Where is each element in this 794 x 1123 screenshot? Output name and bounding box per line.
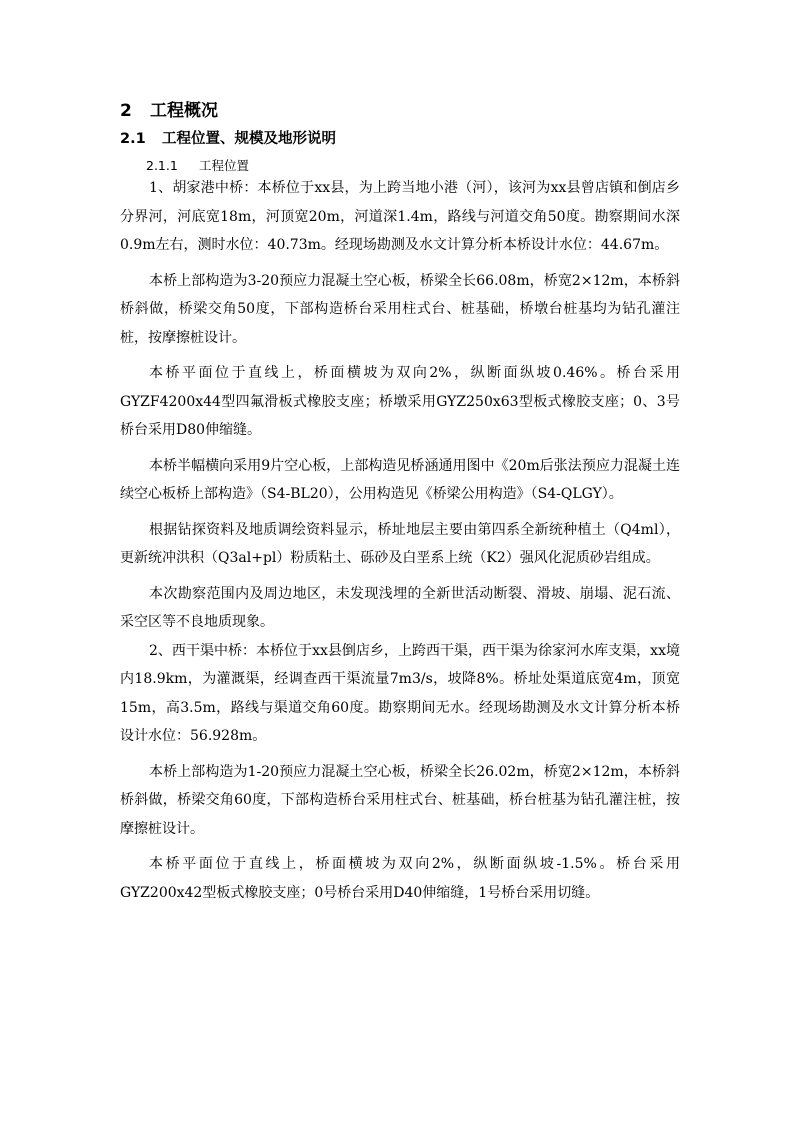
paragraph-hujiagang-hollow-slabs: 本桥半幅横向采用9片空心板，上部构造见桥涵通用图中《20m后张法预应力混凝土连续空心板桥上部构造》（S4-BL20），公用构造见《桥梁公用构造》（S4-QLGY）。 bbox=[120, 457, 680, 502]
paragraph-xiganqu-bridge-location: 2、西干渠中桥：本桥位于xx县倒店乡，上跨西干渠，西干渠为徐家河水库支渠，xx境内18.9km，为灌溉渠，经调查西干渠流量7m3/s，坡降8%。桥址处渠道底宽4m，顶宽15m，高3.5m，路线与渠道交角60度。勘察期间无水。经现场勘测及水文计算分析本桥设计水位：56.928m。 bbox=[120, 642, 680, 744]
paragraph-hujiagang-superstructure: 本桥上部构造为3-20预应力混凝土空心板，桥梁全长66.08m，桥宽2×12m，本桥斜桥斜做，桥梁交角50度，下部构造桥台采用柱式台、桩基础，桥墩台桩基均为钻孔灌注桩，按摩擦桩设计。 bbox=[120, 272, 680, 346]
subsection-title: 工程位置、规模及地形说明 bbox=[162, 131, 336, 147]
paragraph-hujiagang-bridge-location: 1、胡家港中桥：本桥位于xx县，为上跨当地小港（河），该河为xx县曾店镇和倒店乡分界河，河底宽18m，河顶宽20m，河道深1.4m，路线与河道交角50度。勘察期间水深0.9m左右，测时水位：40.73m。经现场勘测及水文计算分析本桥设计水位：44.67m。 bbox=[120, 180, 680, 253]
subsection-number: 2.1 bbox=[120, 131, 146, 147]
paragraph-geology-hazards: 本次勘察范围内及周边地区，未发现浅埋的全新世活动断裂、滑坡、崩塌、泥石流、采空区等不良地质现象。 bbox=[120, 585, 680, 630]
paragraph-xiganqu-plan-bearings: 本桥平面位于直线上，桥面横坡为双向2%，纵断面纵坡-1.5%。桥台采用GYZ200x42型板式橡胶支座；0号桥台采用D40伸缩缝，1号桥台采用切缝。 bbox=[120, 856, 680, 901]
subsubsection-number: 2.1.1 bbox=[146, 158, 178, 173]
section-number: 2 bbox=[120, 101, 132, 121]
section-heading bbox=[120, 100, 218, 122]
subsection-heading bbox=[120, 129, 336, 149]
subsubsection-title: 工程位置 bbox=[199, 158, 250, 173]
paragraph-xiganqu-superstructure: 本桥上部构造为1-20预应力混凝土空心板，桥梁全长26.02m，桥宽2×12m，本桥斜桥斜做，桥梁交角60度，下部构造桥台采用柱式台、桩基础，桥台桩基为钻孔灌注桩，按摩擦桩设计。 bbox=[120, 763, 680, 837]
section-title: 工程概况 bbox=[150, 101, 218, 121]
subsubsection-heading bbox=[146, 157, 249, 175]
body-text bbox=[120, 174, 680, 907]
paragraph-geology-strata: 根据钻探资料及地质调绘资料显示，桥址地层主要由第四系全新统种植土（Q4ml），更新统冲洪积（Q3al+pl）粉质粘土、砾砂及白垩系上统（K2）强风化泥质砂岩组成。 bbox=[120, 521, 680, 566]
paragraph-hujiagang-plan-bearings: 本桥平面位于直线上，桥面横坡为双向2%，纵断面纵坡0.46%。桥台采用GYZF4200x44型四氟滑板式橡胶支座；桥墩采用GYZ250x63型板式橡胶支座；0、3号桥台采用D80伸缩缝。 bbox=[120, 365, 680, 438]
